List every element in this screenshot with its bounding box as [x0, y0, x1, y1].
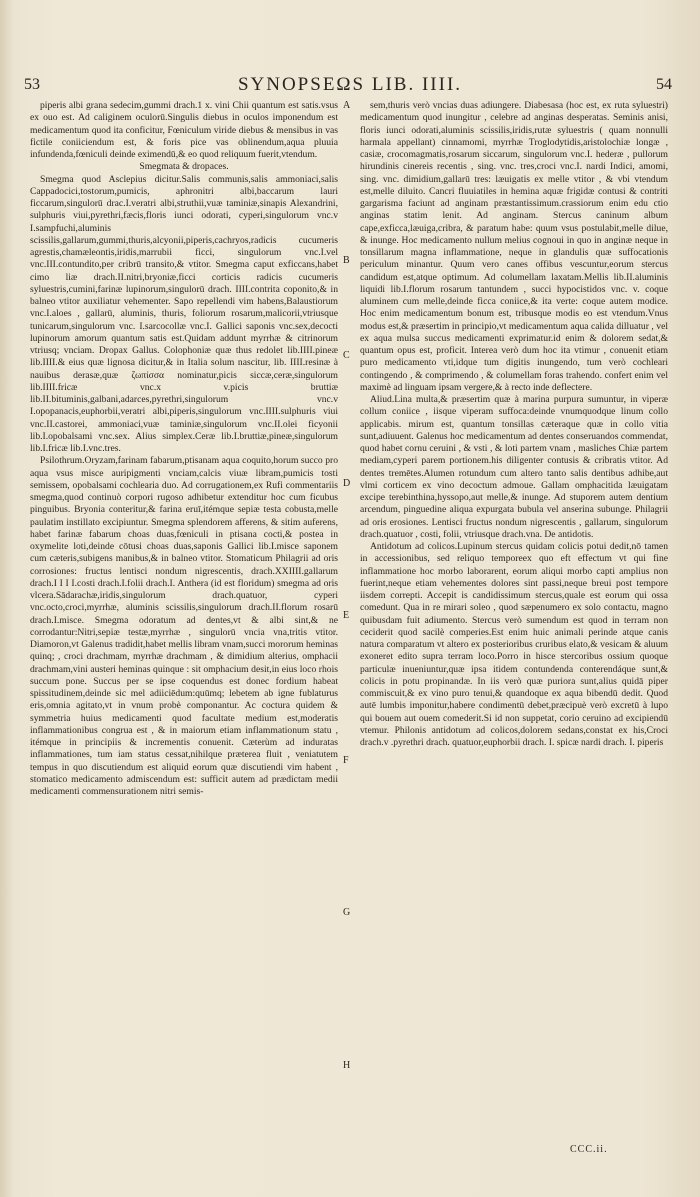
signature-mark: CCC.ii. — [570, 1144, 608, 1155]
margin-letter: E — [343, 610, 350, 621]
running-head: SYNOPSEΩS LIB. IIII. — [237, 74, 463, 95]
margin-letter: H — [343, 1060, 351, 1071]
margin-letter: D — [343, 478, 351, 489]
margin-letters — [343, 100, 357, 1160]
page-number-left: 53 — [24, 76, 40, 93]
margin-letter: B — [343, 255, 350, 266]
left-paragraph-1: piperis albi grana sedecim,gummi drach.1 x. vini Chii quantum est satis.vsus ex ouo est. Ad caliginem oculorū.Singulis diebus in oculos imponendum est medicamentum quod ita conficitur, Fœniculum viride diebus & mensibus in vas fictile coniiciendum est, & foris pice vas oblinendum,aqua pluuia infundenda,fœniculi deinde eximendū,& eo quod reliquum fuerit,vtendum. — [30, 100, 338, 160]
left-paragraph-2: Smegma quod Asclepius dicitur.Salis communis,salis ammoniaci,salis Cappadocici,tostorum,pumicis, aphronitri albi,baccarum lauri ficcarum,singulorū drac.I.veratri albi,struthii,vuæ taminiæ,sinapis Alexandrini, sulphuris viui,pyrethri,fæcis,floris iunci odorati, cyperi,singulorum vnc.v I.sampfuchi,aluminis scissilis,gallarum,gummi,thuris,alcyonii,piperis,cachryos,radicis cucumeris agrestis,chamæleontis,iridis,marrubii ficci, singulorum vnc.I.vel vnc.III.contundito,per cribrū transito,& vtitor. Smegma caput exficcans,habet cimo liæ drach.II.nitri,bryoniæ,ficci corticis radicis cucumeris syluestris,cumini,farinæ lupinorum,singulorū drach. IIII.contrita coponito,& in balneo vtitor auxiliatur vehementer. Sapo repellendi vim habens,Balaustiorum vnc.I.aloes , gallarū, aluminis, thuris, foliorum rosarum,malicorii,vtriusque tunicarum,singulorum vnc. I.sarcocollæ vnc.I. Gallici saponis vnc.sex,decocti lupinorum amorum quantum satis est.Quidam addunt myrrhæ & citrinorum vtriusq; vnciam. Dropax Gallus. Colophoniæ quæ thus redolet lib.IIII.pineæ lib.IIII.& eius quæ lignosa dicitur,& in Italia solum nascitur, lib. IIII.resinæ à nauibus derasæ,quæ ζωπίσσα nominatur,picis siccæ,ceræ,singulorum lib.IIII.fricæ vnc.x v.picis bruttiæ lib.II.bituminis,galbani,adarces,pyrethri,singulorum vnc.v I.opopanacis,euphorbii,veratri albi,piperis,singulorum vnc.IIII.sulphuris viui vnc.II.castorei, ammoniaci,vuæ taminiæ,singulorum vnc.II.olei ficyonii lib.I.opobalsami vnc.sex. Alius simplex.Ceræ lib.I.bruttiæ,pineæ,singulorum lib.I.fricæ lib.I.vnc.tres. — [30, 173, 338, 454]
margin-letter: G — [343, 907, 351, 918]
right-paragraph-1: sem,thuris verò vncias duas adiungere. Diabesasa (hoc est, ex ruta syluestri) medicamentum quod inungitur , celebre ad anginas desperatas. Seminis anisi, floris iunci odorati,aluminis scissilis,iridis,rutæ syluestris ( quam nonnulli harmala appellant) cinnamomi, myrrhæ Troglodytidis,aristolochiæ longæ , casiæ, crocomagmatis,rosarum siccarum, singulorum vnc.I. hederæ , pullorum hirundinis cinereis recentis , sing. vnc. tres,croci vnc.I. nardi Indici, amomi, sing. vnc. dimidium,gallarū tres: læuigatis ex melle vtitor , & vbi vtendum est,melle diluito. Cancri fluuiatiles in hemina aquæ frigidæ contusi & contriti gargarisma faciunt ad anginam præstantissimum.crassiorum enim edu ctio anginas statim lenit. Ad anginam. Stercus caninum album cape,exficca,læuiga,cribra, & paratum habe: quum vsus postulabit,melle dilue, & inunge. Hoc medicamento nullum melius cognoui in quo in anginæ neque in tonsillarum magna inflammatione, neque in glandulis quæ suffocationis periculum minantur. Quum vero canes offibus vescuntur,eorum stercus candidum est,atque optimum. Ad columellam laxatam.Mellis lib.II.aluminis liquidi lib.I.florum rosarum tantundem , succi hypocistidos vnc. v. coque aluminem cum melle,deinde ficca coniice,& ita verte: coque autem modice. Hoc enim medicamentum bonum est, tribusque modis eo est vtendum.Vnus modus est,& præsertim in principio,vt medicamentum aqua calida dilluatur , vel ex aqua mulsa succus medicamenti exprimatur.id enim & dolorem sedat,& quantum opus est, proficit. Interea verò dum hoc ita vtimur , conuenit etiam puro medicamento vti,idque tum digitis inungendo, tum verò cochleari contingendo , & comprimendo , & columellam foras trahendo. confert enim vel maximè ad linguam ipsam vergere,& à recto inde deflectere. — [360, 100, 668, 393]
section-heading-smegmata: Smegmata & dropaces. — [139, 161, 229, 173]
page-number-right: 54 — [656, 76, 672, 93]
right-paragraph-3: Antidotum ad colicos.Lupinum stercus quidam colicis potui dedit,nō tamen in accessionibus, sed reliquo temporeex quo eft effectum vt qui fine inflammatione hoc morbo laborarent, eorum aliqui morbo capti amplius non fuerint,neque etiam vehementes dolores sint passi,neque breui post tempore iisdem correpti. Accepit is candidissimum stercus,quale est eorum qui ossa comedunt. Qua in re mirari soleo , quod sæpenumero ex solo contactu, magno quibusdam fuit adiumento. Stercus verò sumendum est quod in terram non ceciderit quod sacilè comperies.Est enim huic animali perinde atque canis natura comparatum vt altero ex posterioribus cruribus elato,& vesicam & aluum exoneret edito supra terram loco.Porro in hisce stercoribus ossium quoque particulæ inueniuntur,quæ ipsa itidem contundenda conterendáque sunt,& colicis in potu propinandæ. In iis verò quæ puriora sunt,alius quidā piper commiscuit,& ex vino puro tenui,& quandoque ex aqua bibendū dedit. Quod autē lumbis imponitur,habere condimentū debet,præcipuè verò excretū à lupo qui bouem aut ouem comederit.Si id non suppetat, corio ceruino ad excipiendū vtemur. Philonis antidotum ad colicos,dolorem sedans,constat ex his,Croci drach.v .pyrethri drach. quatuor,euphorbii drach. I. spicæ nardi drach. I. piperis — [360, 541, 668, 748]
left-paragraph-3: Psilothrum.Oryzam,farinam fabarum,ptisanam aqua coquito,horum succo pro aqua vsus misce auripigmenti vnciam,calcis viuæ libram,pumicis tosti semissem, opobalsami cochlearia duo. Ad corrugationem,ex Rufi commentariis smegma,quod continuò corpori rugoso adhibetur extenditur hoc cum ficubus pinguibus. Bryonia conteritur,& farina eruī,itémque sepiæ testa cobusta,melle paulatim instillato excipiuntur. Smegma splendorem afferens, & sitim auferens, habet farinæ fabarum choas duas,fœniculi in ptisana cocti,& postea in oxymelite loti,deinde cōtusi choas duas,saponis Gallici lib.I.misce saponem cum cæteris,subigens manibus,& in balneo vtitor. Stomaticum Philagrii ad oris corrosiones: fructus lentisci nondum nigrescentis, drach.XXIIII.gallarum drach.I I I I.costi drach.I.folii drach.I. Anthera (id est floridum) smegma ad oris vlcera.Sādarachæ,iridis,singulorum drach.quatuor, cyperi vnc.octo,croci,myrrhæ, aluminis scissilis,singulorum drach.II.florum rosarū drach.I.misce. Smegma odoratum ad dentes,vt & albi sint,& ne corrodantur:Nitri,sepiæ testæ,myrrhæ , singulorū vncia vna,tritis vtitor. Diamoron,vt Galenus tradidit,habet mellis libram vnam,succi mororum heminas quinq; , croci drachmam, myrrhæ drachmam , & dimidium alterius, omphacii drachmam,vini austeri heminas quinque : sit omphacium desit,in eius loco rhois succum pone. Succus per se ipse coquendus est donec fordium habeat spissitudinem,deinde sic mel adiiciēdum:quūmq; lebetem ab igne fublaturus eris,omnia agitato,vt in vnum probè componantur. Ac coctura quidem & symmetria huius medicamenti quod facultate medium est,moderatis inflammationibus congrua est , & in maiorum etiam inflammationum statu , itémque in principiis & incrementis conuenit. Cæterùm ad induratas inflammationes, tum iam status cessat,nihilque præterea fluit , veniatutem tempus in quo discutiendum est aliquid eorum quæ discutiendi vim habent , stomatico medicamento admiscendum est: sufficit autem ad prædictam medii medicamenti commensurationem nitri semis- — [30, 455, 338, 797]
margin-letter: C — [343, 350, 350, 361]
right-paragraph-2: Aliud.Lina multa,& præsertim quæ à marina purpura sumuntur, in viperæ collum coniice , iisque viperam suffoca:deinde vnumquodque linum collo applicabis. mirum est, quantum tonsillas cæteraque quæ in collo vitia sunt,adiuuent. Galenus hoc medicamentum ad dentes conseruandos commendat, quod habet cornu ceruini , & vsti , & loti partem vnam , masliches Chiæ partem mediam,cyperi parem portionem.his diligenter contusis & cribratis vtitor. Ad dentes tremētes.Alumen rotundum cum altero tanto salis dentibus adhibe,aut vlmi corticem ex vino decoctum admoue. Gallam omphacitida læuigatam excipe terebinthina,hyssopo,aut melle,& inunge. Ad stuporem autem dentium arcendum, pinguedine aliqua expurgata bubula vel anserina subunge. Philagrii ad oris erosiones. Lentisci fructus nondum nigrescentis , gallarum, singulorum drach.quatuor , costi, folii, vtriusque drach.vna. De antidotis. — [360, 394, 668, 540]
margin-letter: A — [343, 100, 351, 111]
right-column — [360, 100, 668, 1160]
left-column — [30, 100, 338, 1160]
page-header — [24, 74, 676, 100]
margin-letter: F — [343, 755, 349, 766]
